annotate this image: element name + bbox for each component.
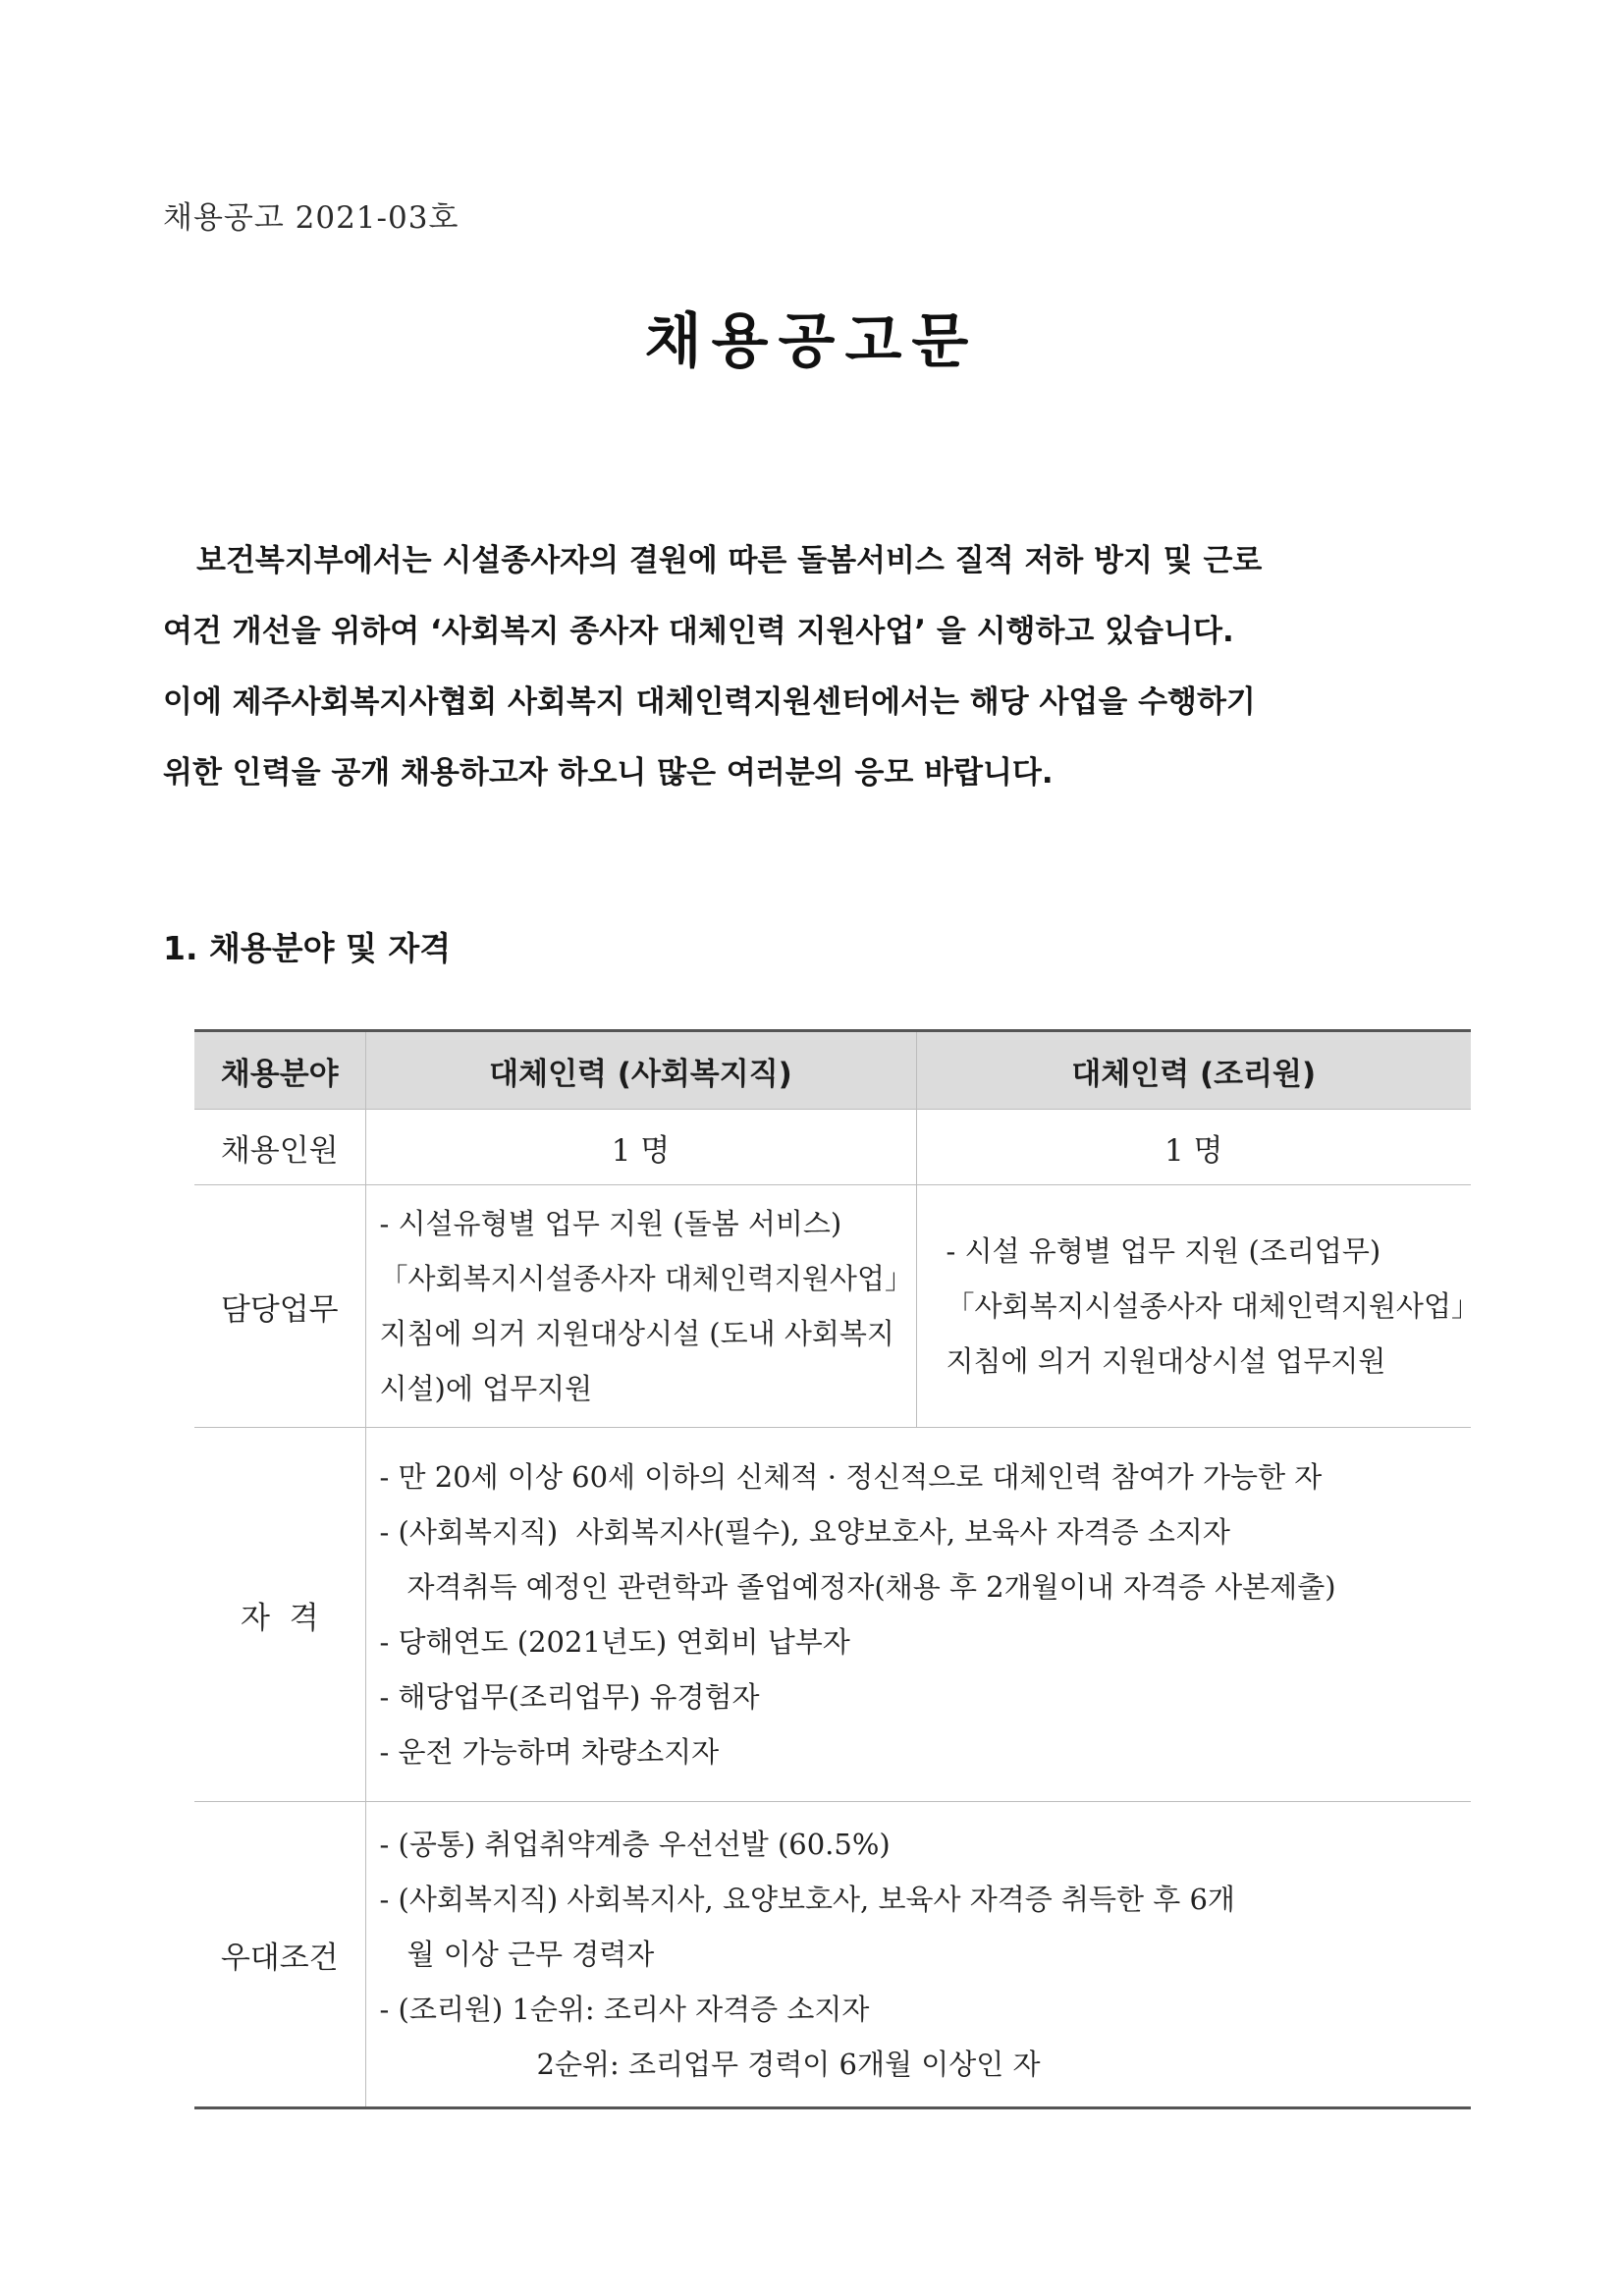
preference-line: - (공통) 취업취약계층 우선선발 (60.5%) (379, 1828, 891, 1861)
qualification-line: - 해당업무(조리업무) 유경험자 (379, 1680, 760, 1714)
qualification-line: - 만 20세 이상 60세 이하의 신체적 · 정신적으로 대체인력 참여가 가능한 자 (379, 1460, 1323, 1494)
document-number: 채용공고 2021-03호 (163, 200, 460, 236)
duty-social-line: - 시설유형별 업무 지원 (돌봄 서비스) (379, 1207, 842, 1240)
row-label-preference: 우대조건 (194, 1802, 365, 2108)
qualification-line: - 당해연도 (2021년도) 연회비 납부자 (379, 1625, 850, 1659)
intro-line: 이에 제주사회복지사협회 사회복지 대체인력지원센터에서는 해당 사업을 수행하기 (163, 684, 1256, 720)
duty-social-line: 지침에 의거 지원대상시설 (도내 사회복지 (379, 1317, 894, 1350)
section-heading: 1. 채용분야 및 자격 (163, 929, 452, 967)
table-row-preference (194, 1802, 1471, 2108)
duty-social-line: 시설)에 업무지원 (379, 1372, 593, 1405)
table-row-headcount (194, 1110, 1471, 1185)
row-label-headcount: 채용인원 (194, 1110, 365, 1185)
duty-cook-line: 지침에 의거 지원대상시설 업무지원 (946, 1344, 1386, 1378)
row-label-qualification: 자 격 (194, 1428, 365, 1802)
document-title: 채용공고문 (644, 307, 979, 376)
recruitment-table (194, 1029, 1480, 2109)
headcount-cook: 1 명 (916, 1110, 1471, 1185)
intro-paragraph (163, 525, 1469, 808)
table-row-qualification (194, 1428, 1471, 1802)
preference-line: 2순위: 조리업무 경력이 6개월 이상인 자 (536, 2048, 1041, 2081)
recruitment-table-container (194, 1029, 1480, 2109)
duty-cook-line: - 시설 유형별 업무 지원 (조리업무) (946, 1234, 1381, 1268)
duty-social-line: 「사회복지시설종사자 대체인력지원사업」 (379, 1262, 913, 1295)
duty-social (365, 1185, 916, 1428)
duty-cook (916, 1185, 1480, 1428)
header-cook: 대체인력 (조리원) (916, 1031, 1471, 1110)
table-row-duty (194, 1185, 1471, 1428)
duty-cook-line: 「사회복지시설종사자 대체인력지원사업」 (946, 1289, 1480, 1323)
table-header-row (194, 1031, 1471, 1110)
qualification-line: - (사회복지직) 사회복지사(필수), 요양보호사, 보육사 자격증 소지자 (379, 1515, 1230, 1549)
qualification-content (365, 1428, 1471, 1802)
qualification-line: 자격취득 예정인 관련학과 졸업예정자(채용 후 2개월이내 자격증 사본제출) (406, 1570, 1336, 1604)
preference-content (365, 1802, 1471, 2108)
intro-line: 보건복지부에서는 시설종사자의 결원에 따른 돌봄서비스 질적 저하 방지 및 근로 (196, 543, 1263, 578)
preference-line: 월 이상 근무 경력자 (406, 1938, 655, 1971)
intro-line: 위한 인력을 공개 채용하고자 하오니 많은 여러분의 응모 바랍니다. (163, 755, 1054, 791)
preference-line: - (사회복지직) 사회복지사, 요양보호사, 보육사 자격증 취득한 후 6개 (379, 1883, 1235, 1916)
header-social-worker: 대체인력 (사회복지직) (365, 1031, 916, 1110)
intro-line: 여건 개선을 위하여 ‘사회복지 종사자 대체인력 지원사업’ 을 시행하고 있습니다. (163, 614, 1234, 649)
preference-line: - (조리원) 1순위: 조리사 자격증 소지자 (379, 1993, 870, 2026)
headcount-social: 1 명 (365, 1110, 916, 1185)
row-label-duty: 담당업무 (194, 1185, 365, 1428)
header-field: 채용분야 (194, 1031, 365, 1110)
qualification-line: - 운전 가능하며 차량소지자 (379, 1735, 720, 1769)
